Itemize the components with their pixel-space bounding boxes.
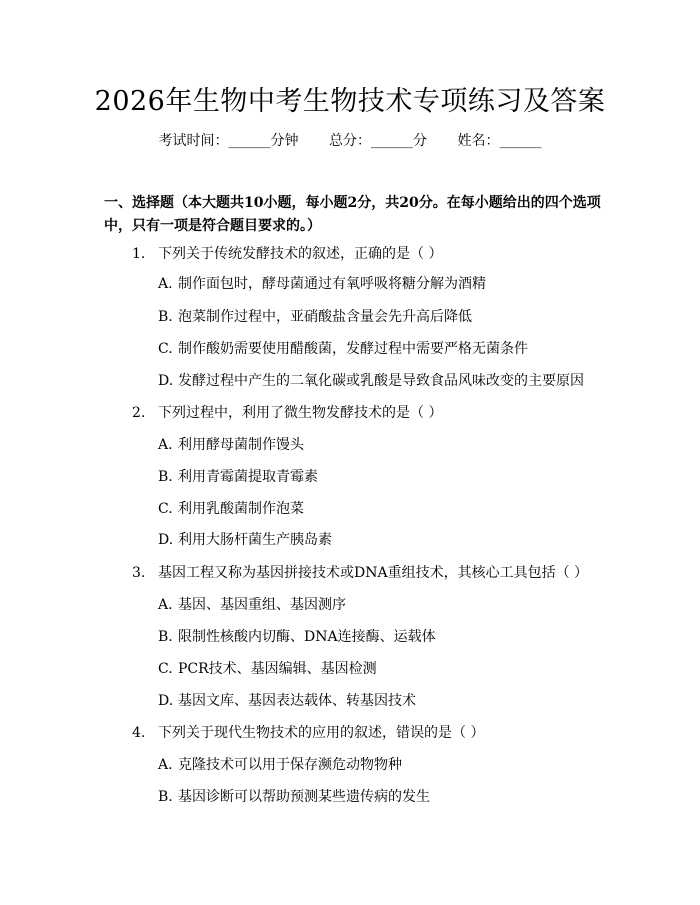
option-letter: A. [158, 757, 173, 773]
option-letter: B. [158, 469, 173, 485]
option-1c [158, 339, 618, 359]
option-2b [158, 467, 618, 487]
option-3c [158, 659, 618, 679]
exam-time-field: 考试时间：______分钟 [158, 133, 299, 149]
option-text: 利用大肠杆菌生产胰岛素 [178, 532, 332, 548]
question-3 [132, 563, 612, 583]
option-letter: C. [158, 341, 173, 357]
option-letter: A. [158, 597, 173, 613]
section-heading: 一、选择题（本大题共10小题，每小题2分，共20分。在每小题给出的四个选项中，只有一项是符合题目要求的。） [104, 195, 601, 234]
option-letter: A. [158, 437, 173, 453]
option-text: 利用酵母菌制作馒头 [178, 437, 304, 453]
question-text: 基因工程又称为基因拼接技术或DNA重组技术，其核心工具包括（ ） [158, 565, 589, 581]
option-2a [158, 435, 618, 455]
question-2 [132, 403, 612, 423]
option-letter: C. [158, 501, 173, 517]
option-text: 泡菜制作过程中，亚硝酸盐含量会先升高后降低 [178, 309, 472, 325]
question-1 [132, 244, 612, 264]
option-1a [158, 274, 618, 294]
option-text: 克隆技术可以用于保存濒危动物物种 [178, 757, 402, 773]
option-letter: B. [158, 309, 173, 325]
option-2c [158, 499, 618, 519]
option-letter: A. [158, 276, 173, 292]
option-4a [158, 755, 618, 775]
option-letter: C. [158, 661, 173, 677]
option-1d [158, 371, 618, 391]
total-score-field: 总分：______分 [329, 133, 427, 149]
option-letter: D. [158, 373, 174, 389]
option-letter: B. [158, 629, 173, 645]
exam-info [0, 131, 700, 151]
option-3d [158, 691, 618, 711]
option-text: 基因文库、基因表达载体、转基因技术 [178, 693, 416, 709]
option-4b [158, 787, 618, 807]
question-text: 下列关于传统发酵技术的叙述，正确的是（ ） [158, 246, 443, 262]
question-text: 下列关于现代生物技术的应用的叙述，错误的是（ ） [158, 725, 485, 741]
option-3b [158, 627, 618, 647]
option-text: 限制性核酸内切酶、DNA连接酶、运载体 [178, 629, 436, 645]
option-text: 制作酸奶需要使用醋酸菌，发酵过程中需要严格无菌条件 [178, 341, 528, 357]
question-number: 1. [132, 246, 146, 262]
page-title: 2026年生物中考生物技术专项练习及答案 [94, 86, 606, 117]
student-name-field: 姓名：______ [457, 133, 542, 149]
option-text: 基因、基因重组、基因测序 [178, 597, 346, 613]
option-letter: B. [158, 789, 173, 805]
option-letter: D. [158, 693, 174, 709]
option-text: PCR技术、基因编辑、基因检测 [178, 661, 377, 677]
question-text: 下列过程中，利用了微生物发酵技术的是（ ） [158, 405, 443, 421]
question-number: 2. [132, 405, 146, 421]
option-3a [158, 595, 618, 615]
option-text: 制作面包时，酵母菌通过有氧呼吸将糖分解为酒精 [178, 276, 486, 292]
option-1b [158, 307, 618, 327]
option-text: 发酵过程中产生的二氧化碳或乳酸是导致食品风味改变的主要原因 [178, 373, 584, 389]
question-4 [132, 723, 612, 743]
question-number: 4. [132, 725, 146, 741]
question-number: 3. [132, 565, 146, 581]
option-letter: D. [158, 532, 174, 548]
option-text: 利用乳酸菌制作泡菜 [178, 501, 304, 517]
option-2d [158, 530, 618, 550]
option-text: 基因诊断可以帮助预测某些遗传病的发生 [178, 789, 430, 805]
option-text: 利用青霉菌提取青霉素 [178, 469, 318, 485]
